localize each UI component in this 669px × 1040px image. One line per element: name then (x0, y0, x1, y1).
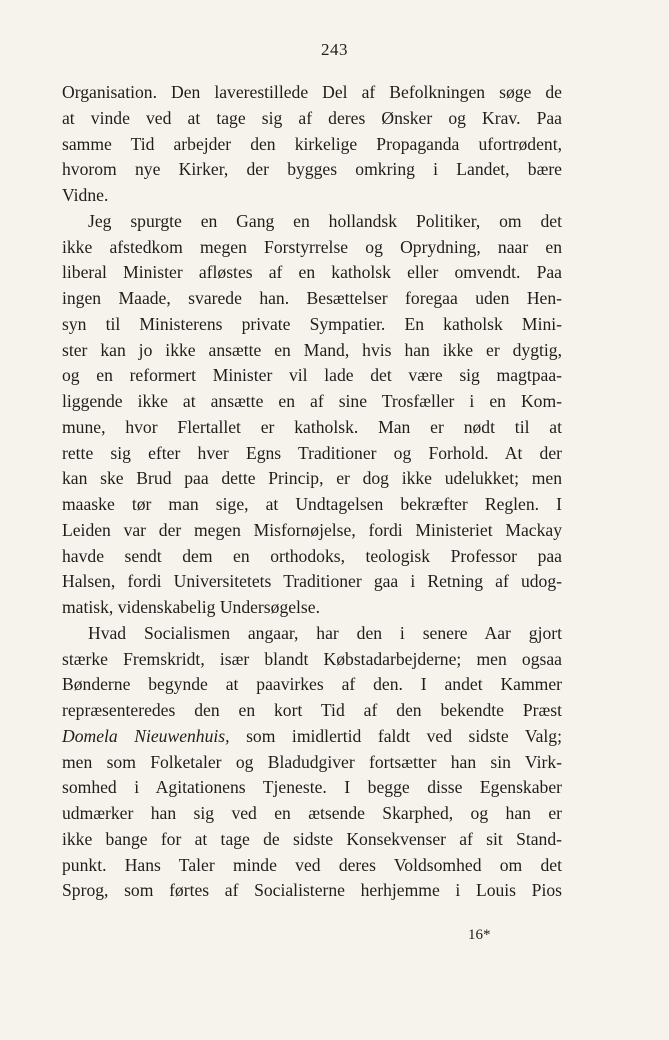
text-segment: liggende ikke at ansætte en af sine Trosfæller i en Kom- (62, 391, 562, 411)
text-segment: at vinde ved at tage sig af deres Ønsker og Krav. Paa (62, 107, 562, 128)
text-segment: liberal Minister afløstes af en katholsk eller omvendt. Paa (62, 262, 562, 283)
text-segment: som imidlertid faldt ved sidste Valg; (229, 725, 562, 746)
text-segment: maaske tør man sige, at Undtagelsen bekræfter Reglen. I (62, 494, 562, 514)
text-line (62, 698, 562, 724)
text-segment: ikke bange for at tage de sidste Konsekvenser af sit Stand- (62, 828, 562, 849)
text-segment: Hvad Socialismen angaar, har den i senere Aar gjort (88, 622, 562, 643)
text-line (62, 853, 562, 879)
text-segment: Vidne. (62, 185, 109, 205)
text-line (62, 595, 562, 621)
text-line (62, 415, 562, 441)
text-line (62, 544, 562, 570)
text-segment: Leiden var der megen Misfornøjelse, fordi Ministeriet Mackay (62, 519, 562, 540)
text-line (62, 492, 562, 518)
text-line (62, 878, 562, 904)
text-line (62, 363, 562, 389)
text-line (62, 209, 562, 235)
text-segment: ikke afstedkom megen Forstyrrelse og Oprydning, naar en (62, 236, 562, 257)
text-segment: syn til Ministerens private Sympatier. En katholsk Mini- (62, 313, 562, 334)
page-number: 243 (321, 40, 348, 59)
text-line (62, 647, 562, 673)
text-segment: repræsenteredes den en kort Tid af den bekendte Præst (62, 700, 562, 720)
text-line (62, 672, 562, 698)
text-line (62, 157, 562, 183)
text-segment: ingen Maade, svarede han. Besættelser foregaa uden Hen- (62, 288, 562, 308)
text-line (62, 750, 562, 776)
text-segment: stærke Fremskridt, især blandt Købstadarbejderne; men ogsaa (62, 648, 562, 669)
signature-mark: 16* (468, 927, 491, 943)
body-text (62, 80, 562, 904)
text-line (62, 389, 562, 415)
text-line (62, 132, 562, 158)
text-segment: men som Folketaler og Bladudgiver fortsætter han sin Virk- (62, 751, 562, 772)
text-segment: somhed i Agitationens Tjeneste. I begge disse Egenskaber (62, 777, 562, 798)
text-segment: Jeg spurgte en Gang en hollandsk Politiker, om det (88, 210, 562, 231)
text-line (62, 286, 562, 312)
text-segment: hvorom nye Kirker, der bygges omkring i Landet, bære (62, 159, 562, 180)
text-segment: matisk, videnskabelig Undersøgelse. (62, 597, 320, 617)
text-line (62, 235, 562, 261)
text-segment: Organisation. Den laverestillede Del af Befolkningen søge de (62, 82, 562, 102)
text-line (62, 260, 562, 286)
text-line (62, 518, 562, 544)
text-line (62, 183, 562, 209)
text-line (62, 775, 562, 801)
text-line (62, 724, 562, 750)
text-segment: punkt. Hans Taler minde ved deres Voldsomhed om det (62, 854, 562, 875)
text-segment: og en reformert Minister vil lade det være sig magtpaa- (62, 365, 562, 386)
text-line (62, 569, 562, 595)
text-segment: ster kan jo ikke ansætte en Mand, hvis han ikke er dygtig, (62, 339, 562, 360)
text-line (62, 106, 562, 132)
text-line (62, 621, 562, 647)
text-line (62, 338, 562, 364)
text-segment: samme Tid arbejder den kirkelige Propaganda ufortrødent, (62, 133, 562, 154)
text-segment: Sprog, som førtes af Socialisterne herhjemme i Louis Pios (62, 880, 562, 901)
italic-name: Domela Nieuwenhuis, (62, 725, 230, 746)
text-line (62, 466, 562, 492)
text-line (62, 80, 562, 106)
text-line (62, 827, 562, 853)
text-segment: Bønderne begynde at paavirkes af den. I andet Kammer (62, 674, 562, 695)
text-segment: udmærker han sig ved en ætsende Skarphed, og han er (62, 803, 562, 823)
text-line (62, 441, 562, 467)
text-segment: havde sendt dem en orthodoks, teologisk Professor paa (62, 545, 562, 566)
text-segment: Halsen, fordi Universitetets Traditioner gaa i Retning af udog- (62, 571, 562, 592)
text-segment: mune, hvor Flertallet er katholsk. Man er nødt til at (62, 416, 562, 437)
text-line (62, 312, 562, 338)
text-segment: rette sig efter hver Egns Traditioner og Forhold. At der (62, 442, 562, 463)
text-line (62, 801, 562, 827)
text-segment: kan ske Brud paa dette Princip, er dog ikke udelukket; men (62, 468, 562, 489)
